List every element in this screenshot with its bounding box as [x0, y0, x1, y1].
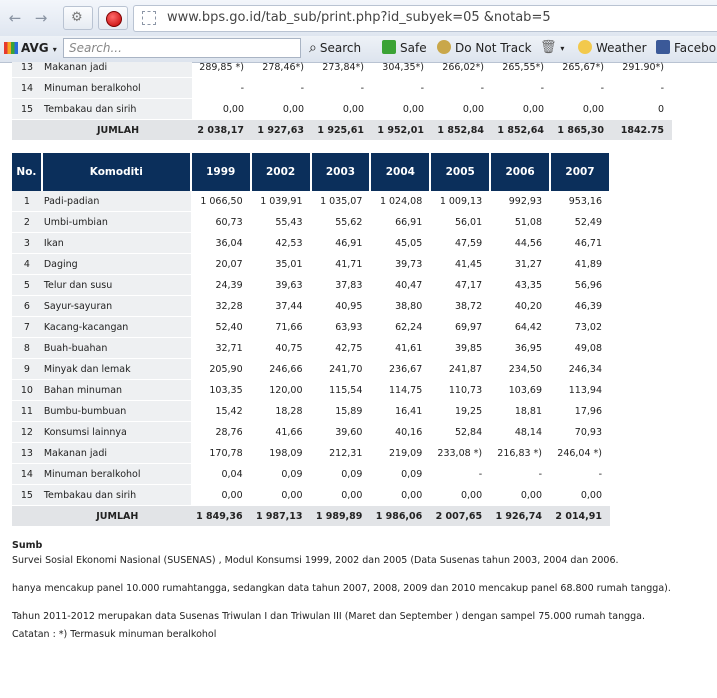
- commodity-name: Bumbu-bumbuan: [42, 401, 191, 422]
- value-cell: 0,04: [191, 464, 251, 485]
- avg-menu[interactable]: AVG ▾: [4, 41, 57, 55]
- table-row: [12, 317, 610, 338]
- weather-icon: [578, 40, 592, 54]
- address-bar[interactable]: [133, 5, 717, 32]
- total-value: 1 952,01: [372, 120, 432, 141]
- value-cell: 31,27: [490, 254, 550, 275]
- row-number: 10: [12, 380, 42, 401]
- value-cell: 47,17: [430, 275, 490, 296]
- value-cell: 289,85 *): [192, 62, 252, 78]
- total-value: 1 989,89: [311, 506, 371, 527]
- value-cell: 0,09: [311, 464, 371, 485]
- row-number: 12: [12, 422, 42, 443]
- commodity-name: Makanan jadi: [42, 62, 192, 78]
- commodity-name: Makanan jadi: [42, 443, 191, 464]
- value-cell: 0,00: [550, 485, 610, 506]
- notes-line-1: Survei Sosial Ekonomi Nasional (SUSENAS) , Modul Konsumsi 1999, 2002 dan 2005 (Data Susenas tahun 2003, 2004 dan 2006.: [12, 555, 619, 566]
- column-header: 1999: [191, 153, 251, 191]
- magnifier-icon: ⌕: [309, 40, 317, 56]
- row-number: 11: [12, 401, 42, 422]
- value-cell: 37,44: [251, 296, 311, 317]
- value-cell: 0,00: [312, 99, 372, 120]
- table-row: [12, 359, 610, 380]
- total-value: 2 007,65: [430, 506, 490, 527]
- value-cell: 110,73: [430, 380, 490, 401]
- value-cell: 0,00: [552, 99, 612, 120]
- value-cell: 69,97: [430, 317, 490, 338]
- column-header: No.: [12, 153, 42, 191]
- value-cell: 1 009,13: [430, 191, 490, 212]
- total-value: 1 986,06: [370, 506, 430, 527]
- value-cell: 212,31: [311, 443, 371, 464]
- value-cell: 0,00: [490, 485, 550, 506]
- column-header: 2006: [490, 153, 550, 191]
- notes-line-3: Tahun 2011-2012 merupakan data Susenas Triwulan I dan Triwulan III (Maret dan September ) dengan sampel 75.000 rumah tangga.: [12, 611, 645, 622]
- notes-title: Sumb: [12, 540, 43, 551]
- row-number: 14: [12, 464, 42, 485]
- value-cell: 38,80: [370, 296, 430, 317]
- value-cell: 0,00: [372, 99, 432, 120]
- facebook-button[interactable]: Facebo: [656, 40, 716, 55]
- value-cell: 16,41: [370, 401, 430, 422]
- table-row: [12, 99, 672, 120]
- forward-icon[interactable]: →: [34, 9, 48, 27]
- row-number: 4: [12, 254, 42, 275]
- row-number: 15: [12, 99, 42, 120]
- value-cell: 265,67*): [552, 62, 612, 78]
- value-cell: 120,00: [251, 380, 311, 401]
- value-cell: 46,71: [550, 233, 610, 254]
- value-cell: 43,35: [490, 275, 550, 296]
- value-cell: 246,04 *): [550, 443, 610, 464]
- commodity-name: Minuman beralkohol: [42, 78, 192, 99]
- value-cell: 205,90: [191, 359, 251, 380]
- total-value: 1 925,61: [312, 120, 372, 141]
- row-number: 15: [12, 485, 42, 506]
- page-content: [0, 62, 717, 698]
- value-cell: 42,75: [311, 338, 371, 359]
- value-cell: 115,54: [311, 380, 371, 401]
- commodity-name: Ikan: [42, 233, 191, 254]
- value-cell: 64,42: [490, 317, 550, 338]
- value-cell: 70,93: [550, 422, 610, 443]
- value-cell: 56,96: [550, 275, 610, 296]
- commodity-name: Telur dan susu: [42, 275, 191, 296]
- column-header: 2003: [311, 153, 371, 191]
- facebook-icon: [656, 40, 670, 54]
- value-cell: 51,08: [490, 212, 550, 233]
- row-number: 3: [12, 233, 42, 254]
- value-cell: 32,71: [191, 338, 251, 359]
- value-cell: 40,47: [370, 275, 430, 296]
- value-cell: 40,75: [251, 338, 311, 359]
- value-cell: 0,00: [432, 99, 492, 120]
- record-button[interactable]: [98, 6, 128, 30]
- total-value: 1 927,63: [252, 120, 312, 141]
- table-row: [12, 78, 672, 99]
- avg-logo-icon: [4, 42, 18, 54]
- toolbar-search-input[interactable]: Search...: [63, 38, 301, 58]
- value-cell: 56,01: [430, 212, 490, 233]
- commodity-name: Umbi-umbian: [42, 212, 191, 233]
- value-cell: 234,50: [490, 359, 550, 380]
- value-cell: 273,84*): [312, 62, 372, 78]
- commodity-name: Sayur-sayuran: [42, 296, 191, 317]
- site-identity-icon[interactable]: [142, 11, 156, 25]
- value-cell: 46,91: [311, 233, 371, 254]
- value-cell: 41,71: [311, 254, 371, 275]
- total-blank-cell: [12, 120, 42, 141]
- value-cell: 0,00: [311, 485, 371, 506]
- table-row: [12, 212, 610, 233]
- value-cell: 0,00: [430, 485, 490, 506]
- notes-line-2: hanya mencakup panel 10.000 rumahtangga, sedangkan data tahun 2007, 2008, 2009 dan 2010 mencakup panel 68.800 rumah tangga).: [12, 583, 671, 594]
- row-number: 1: [12, 191, 42, 212]
- value-cell: 241,87: [430, 359, 490, 380]
- total-value: 2 014,91: [550, 506, 610, 527]
- column-header: 2007: [550, 153, 610, 191]
- table-row: [12, 254, 610, 275]
- value-cell: 113,94: [550, 380, 610, 401]
- total-value: 1 852,84: [432, 120, 492, 141]
- value-cell: -: [372, 78, 432, 99]
- table-row: [12, 464, 610, 485]
- value-cell: 265,55*): [492, 62, 552, 78]
- total-row: [12, 120, 672, 141]
- commodity-name: Kacang-kacangan: [42, 317, 191, 338]
- value-cell: 0,00: [192, 99, 252, 120]
- commodity-name: Bahan minuman: [42, 380, 191, 401]
- total-value: 1 852,64: [492, 120, 552, 141]
- table-row: [12, 422, 610, 443]
- record-icon: [106, 11, 122, 27]
- value-cell: 0,09: [370, 464, 430, 485]
- row-number: 13: [12, 443, 42, 464]
- row-number: 13: [12, 62, 42, 78]
- value-cell: 0,09: [251, 464, 311, 485]
- value-cell: 40,95: [311, 296, 371, 317]
- value-cell: 41,45: [430, 254, 490, 275]
- value-cell: -: [490, 464, 550, 485]
- commodity-name: Buah-buahan: [42, 338, 191, 359]
- value-cell: 1 039,91: [251, 191, 311, 212]
- total-value: 1 987,13: [251, 506, 311, 527]
- value-cell: 60,73: [191, 212, 251, 233]
- search-button[interactable]: ⌕ Search: [309, 40, 362, 56]
- notes-line-4: Catatan : *) Termasuk minuman beralkohol: [12, 629, 217, 640]
- value-cell: 15,42: [191, 401, 251, 422]
- value-cell: 0,00: [251, 485, 311, 506]
- total-row: [12, 506, 610, 527]
- value-cell: 63,93: [311, 317, 371, 338]
- value-cell: 291.90*): [612, 62, 672, 78]
- value-cell: 45,05: [370, 233, 430, 254]
- avg-toolbar: [0, 36, 717, 63]
- column-header: Komoditi: [42, 153, 191, 191]
- value-cell: -: [550, 464, 610, 485]
- value-cell: 62,24: [370, 317, 430, 338]
- shield-check-icon: [382, 40, 396, 54]
- table-row: [12, 233, 610, 254]
- value-cell: -: [312, 78, 372, 99]
- value-cell: -: [430, 464, 490, 485]
- browser-url-bar: [0, 0, 717, 37]
- commodity-name: Minuman beralkohol: [42, 464, 191, 485]
- value-cell: -: [552, 78, 612, 99]
- value-cell: 0,00: [191, 485, 251, 506]
- value-cell: 55,43: [251, 212, 311, 233]
- total-value: 1 926,74: [490, 506, 550, 527]
- table-row: [12, 62, 672, 78]
- value-cell: 52,84: [430, 422, 490, 443]
- value-cell: 0,00: [370, 485, 430, 506]
- total-value: 1 849,36: [191, 506, 251, 527]
- value-cell: 246,66: [251, 359, 311, 380]
- value-cell: 103,69: [490, 380, 550, 401]
- total-label: JUMLAH: [42, 506, 191, 527]
- value-cell: 953,16: [550, 191, 610, 212]
- value-cell: 41,66: [251, 422, 311, 443]
- value-cell: 1 035,07: [311, 191, 371, 212]
- column-header: 2005: [430, 153, 490, 191]
- value-cell: 28,76: [191, 422, 251, 443]
- value-cell: 47,59: [430, 233, 490, 254]
- table-row: [12, 338, 610, 359]
- value-cell: 48,14: [490, 422, 550, 443]
- value-cell: 39,85: [430, 338, 490, 359]
- table-row: [12, 275, 610, 296]
- commodity-name: Daging: [42, 254, 191, 275]
- total-value: 2 038,17: [192, 120, 252, 141]
- total-blank-cell: [12, 506, 42, 527]
- value-cell: -: [192, 78, 252, 99]
- row-number: 7: [12, 317, 42, 338]
- value-cell: 40,20: [490, 296, 550, 317]
- column-header: 2004: [370, 153, 430, 191]
- value-cell: 236,67: [370, 359, 430, 380]
- total-value: 1 865,30: [552, 120, 612, 141]
- safe-button[interactable]: Safe: [382, 40, 427, 55]
- table-row: [12, 380, 610, 401]
- value-cell: 71,66: [251, 317, 311, 338]
- weather-button[interactable]: Weather: [578, 40, 647, 55]
- value-cell: 39,60: [311, 422, 371, 443]
- row-number: 5: [12, 275, 42, 296]
- value-cell: -: [612, 78, 672, 99]
- value-cell: 233,08 *): [430, 443, 490, 464]
- commodity-name: Konsumsi lainnya: [42, 422, 191, 443]
- table-row: [12, 485, 610, 506]
- url-text[interactable]: www.bps.go.id/tab_sub/print.php?id_subyek=05 &notab=5: [167, 10, 551, 25]
- value-cell: 52,49: [550, 212, 610, 233]
- value-cell: 114,75: [370, 380, 430, 401]
- value-cell: 246,34: [550, 359, 610, 380]
- total-label: JUMLAH: [42, 120, 192, 141]
- value-cell: 278,46*): [252, 62, 312, 78]
- value-cell: 42,53: [251, 233, 311, 254]
- value-cell: 219,09: [370, 443, 430, 464]
- source-notes: [12, 540, 712, 640]
- value-cell: 17,96: [550, 401, 610, 422]
- value-cell: -: [252, 78, 312, 99]
- commodity-name: Minyak dan lemak: [42, 359, 191, 380]
- value-cell: 41,61: [370, 338, 430, 359]
- column-header: 2002: [251, 153, 311, 191]
- consumption-table: [12, 153, 611, 527]
- value-cell: 39,73: [370, 254, 430, 275]
- value-cell: 1 066,50: [191, 191, 251, 212]
- value-cell: 52,40: [191, 317, 251, 338]
- value-cell: -: [432, 78, 492, 99]
- back-icon[interactable]: ←: [8, 9, 22, 27]
- value-cell: 304,35*): [372, 62, 432, 78]
- value-cell: 992,93: [490, 191, 550, 212]
- consumption-table-previous: [12, 62, 672, 141]
- value-cell: 198,09: [251, 443, 311, 464]
- value-cell: 36,04: [191, 233, 251, 254]
- value-cell: 32,28: [191, 296, 251, 317]
- value-cell: 266,02*): [432, 62, 492, 78]
- value-cell: 66,91: [370, 212, 430, 233]
- value-cell: 39,63: [251, 275, 311, 296]
- addon-button[interactable]: [63, 6, 93, 30]
- value-cell: 40,16: [370, 422, 430, 443]
- row-number: 8: [12, 338, 42, 359]
- value-cell: 49,08: [550, 338, 610, 359]
- value-cell: 103,35: [191, 380, 251, 401]
- puzzle-icon: ⚙: [71, 10, 83, 25]
- commodity-name: Tembakau dan sirih: [42, 485, 191, 506]
- row-number: 9: [12, 359, 42, 380]
- value-cell: 170,78: [191, 443, 251, 464]
- value-cell: 73,02: [550, 317, 610, 338]
- row-number: 6: [12, 296, 42, 317]
- eye-icon: [437, 40, 451, 54]
- table-row: [12, 296, 610, 317]
- value-cell: 0,00: [492, 99, 552, 120]
- value-cell: 1 024,08: [370, 191, 430, 212]
- value-cell: 36,95: [490, 338, 550, 359]
- value-cell: 0: [612, 99, 672, 120]
- value-cell: 241,70: [311, 359, 371, 380]
- commodity-name: Padi-padian: [42, 191, 191, 212]
- trash-icon: 🗑: [540, 40, 557, 55]
- value-cell: 46,39: [550, 296, 610, 317]
- value-cell: 24,39: [191, 275, 251, 296]
- value-cell: 18,28: [251, 401, 311, 422]
- table-row: [12, 443, 610, 464]
- table-row: [12, 191, 610, 212]
- value-cell: 44,56: [490, 233, 550, 254]
- value-cell: 15,89: [311, 401, 371, 422]
- value-cell: 19,25: [430, 401, 490, 422]
- value-cell: 41,89: [550, 254, 610, 275]
- row-number: 14: [12, 78, 42, 99]
- value-cell: 37,83: [311, 275, 371, 296]
- value-cell: 216,83 *): [490, 443, 550, 464]
- value-cell: 0,00: [252, 99, 312, 120]
- value-cell: 55,62: [311, 212, 371, 233]
- do-not-track-button[interactable]: Do Not Track: [437, 40, 532, 55]
- value-cell: -: [492, 78, 552, 99]
- trash-button[interactable]: 🗑 ▾: [540, 40, 565, 55]
- commodity-name: Tembakau dan sirih: [42, 99, 192, 120]
- table-row: [12, 401, 610, 422]
- row-number: 2: [12, 212, 42, 233]
- total-value: 1842.75: [612, 120, 672, 141]
- value-cell: 20,07: [191, 254, 251, 275]
- value-cell: 38,72: [430, 296, 490, 317]
- value-cell: 35,01: [251, 254, 311, 275]
- value-cell: 18,81: [490, 401, 550, 422]
